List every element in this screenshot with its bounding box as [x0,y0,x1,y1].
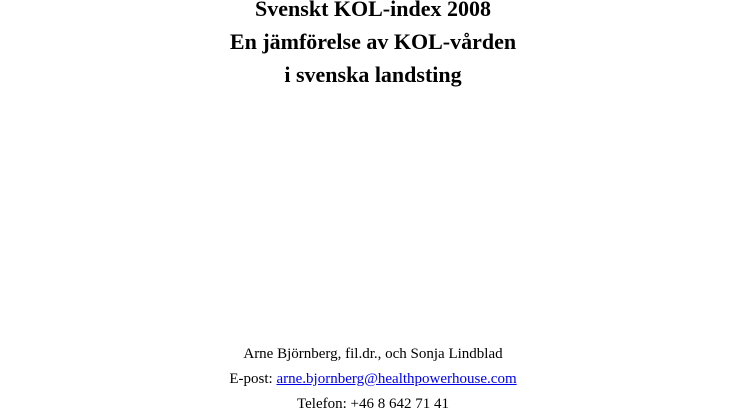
document-subtitle-line-1: En jämförelse av KOL-vården [229,29,517,54]
email-link[interactable]: arne.bjornberg@healthpowerhouse.com [276,371,517,387]
title-block [0,0,746,91]
email-label: E-post: [229,371,277,387]
phone-line: Telefon: +46 8 642 71 41 [297,396,449,412]
document-subtitle-line-2: i svenska landsting [284,62,462,87]
email-line [0,367,746,392]
author-names: Arne Björnberg, fil.dr., och Sonja Lindblad [243,346,503,362]
document-title: Svenskt KOL-index 2008 [255,0,491,21]
author-info [0,342,746,417]
